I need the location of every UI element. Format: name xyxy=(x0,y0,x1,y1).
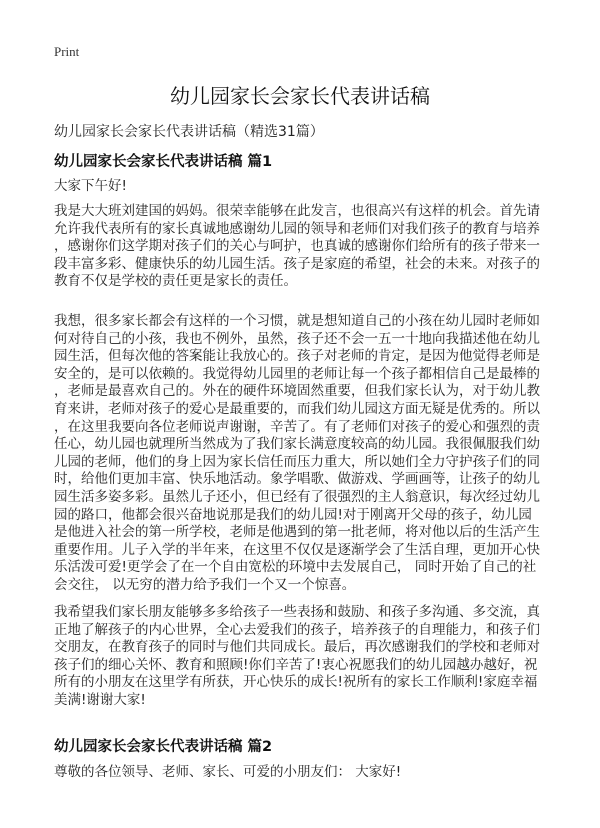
paragraph-line: 允许我代表所有的家长真诚地感谢幼儿园的领导和老师们对我们孩子的教育与培养 xyxy=(54,220,540,237)
paragraph-line: 我是大大班刘建国的妈妈。很荣幸能够在此发言，也很高兴有这样的机会。首先请 xyxy=(54,203,540,219)
greeting-2: 尊敬的各位领导、老师、家长、可爱的小朋友们： 大家好! xyxy=(54,764,402,780)
paragraph-line: 教育不仅是学校的责任更是家长的责任。 xyxy=(54,273,297,290)
paragraph-line: 美满!谢谢大家! xyxy=(54,691,146,708)
paragraph-line: ，在这里我要向各位老师说声谢谢，辛苦了。有了老师们对孩子的爱心和强烈的责 xyxy=(54,418,540,435)
section-heading-2: 幼儿园家长会家长代表讲话稿 篇2 xyxy=(54,739,273,755)
document-subtitle: 幼儿园家长会家长代表讲话稿（精选31篇） xyxy=(54,124,324,140)
paragraph-line: 正地了解孩子的内心世界，全心去爱我们的孩子，培养孩子的自理能力，和孩子们 xyxy=(54,621,540,638)
paragraph-line: 是他进入社会的第一所学校，老师是他遇到的第一批老师，将对他以后的生活产生 xyxy=(54,524,540,541)
paragraph-line: 儿园的老师，他们的身上因为家长信任而压力重大，所以她们全力守护孩子们的同 xyxy=(54,453,540,470)
page-title: 幼儿园家长会家长代表讲话稿 xyxy=(170,84,430,108)
print-link[interactable]: Print xyxy=(54,44,80,59)
greeting-1: 大家下午好! xyxy=(54,178,127,194)
paragraph-line: 重要作用。儿子入学的半年来，在这里不仅仅是逐渐学会了生活自理，更加开心快 xyxy=(54,541,540,558)
paragraph-line: 乐活泼可爱!更学会了在一个自由宽松的环境中去发展自己， 同时开始了自己的社 xyxy=(54,559,537,576)
paragraph-line: 交朋友，在教育孩子的同时与他们共同成长。最后，再次感谢我们的学校和老师对 xyxy=(54,639,540,656)
paragraph-3 xyxy=(54,604,540,710)
paragraph-line: 园生活，但每次他的答案能让我放心的。孩子对老师的肯定，是因为他觉得老师是 xyxy=(54,348,540,365)
paragraph-line: 育来讲，老师对孩子的爱心是最重要的，而我们幼儿园这方面无疑是优秀的。所以 xyxy=(54,400,540,417)
paragraph-line: 我想，很多家长都会有这样的一个习惯，就是想知道自己的小孩在幼儿园时老师如 xyxy=(54,313,540,329)
paragraph-line: 安全的，是可以依赖的。我觉得幼儿园里的老师让每一个孩子都相信自己是最棒的 xyxy=(54,365,540,382)
paragraph-line: 会交往， 以无穷的潜力给予我们一个又一个惊喜。 xyxy=(54,576,356,593)
paragraph-1 xyxy=(54,203,540,291)
paragraph-line: 所有的小朋友在这里学有所获，开心快乐的成长!祝所有的家长工作顺利!家庭幸福 xyxy=(54,674,538,691)
paragraph-line: ，感谢你们这学期对孩子们的关心与呵护，也真诚的感谢你们给所有的孩子带来一 xyxy=(54,238,540,255)
paragraph-line: 园的路口，他都会很兴奋地说那是我们的幼儿园!对于刚离开父母的孩子，幼儿园 xyxy=(54,506,532,523)
paragraph-line: ，老师是最喜欢自己的。外在的硬件环境固然重要，但我们家长认为，对于幼儿教 xyxy=(54,383,540,400)
paragraph-line: 时，给他们更加丰富、快乐地活动。象学唱歌、做游戏、学画画等，让孩子的幼儿 xyxy=(54,471,540,488)
paragraph-line: 任心，幼儿园也就理所当然成为了我们家长满意度较高的幼儿园。我很佩服我们幼 xyxy=(54,436,540,453)
section-heading-1: 幼儿园家长会家长代表讲话稿 篇1 xyxy=(54,154,273,170)
paragraph-line: 我希望我们家长朋友能够多多给孩子一些表扬和鼓励、和孩子多沟通、多交流，真 xyxy=(54,604,540,620)
paragraph-line: 何对待自己的小孩，我也不例外，虽然，孩子还不会一五一十地向我描述他在幼儿 xyxy=(54,330,540,347)
paragraph-line: 园生活多姿多彩。虽然儿子还小，但已经有了很强烈的主人翁意识，每次经过幼儿 xyxy=(54,488,540,505)
paragraph-2 xyxy=(54,313,540,595)
paragraph-line: 孩子们的细心关怀、教育和照顾!你们辛苦了!衷心祝愿我们的幼儿园越办越好，祝 xyxy=(54,656,538,673)
paragraph-line: 段丰富多彩、健康快乐的幼儿园生活。孩子是家庭的希望，社会的未来。对孩子的 xyxy=(54,255,540,272)
